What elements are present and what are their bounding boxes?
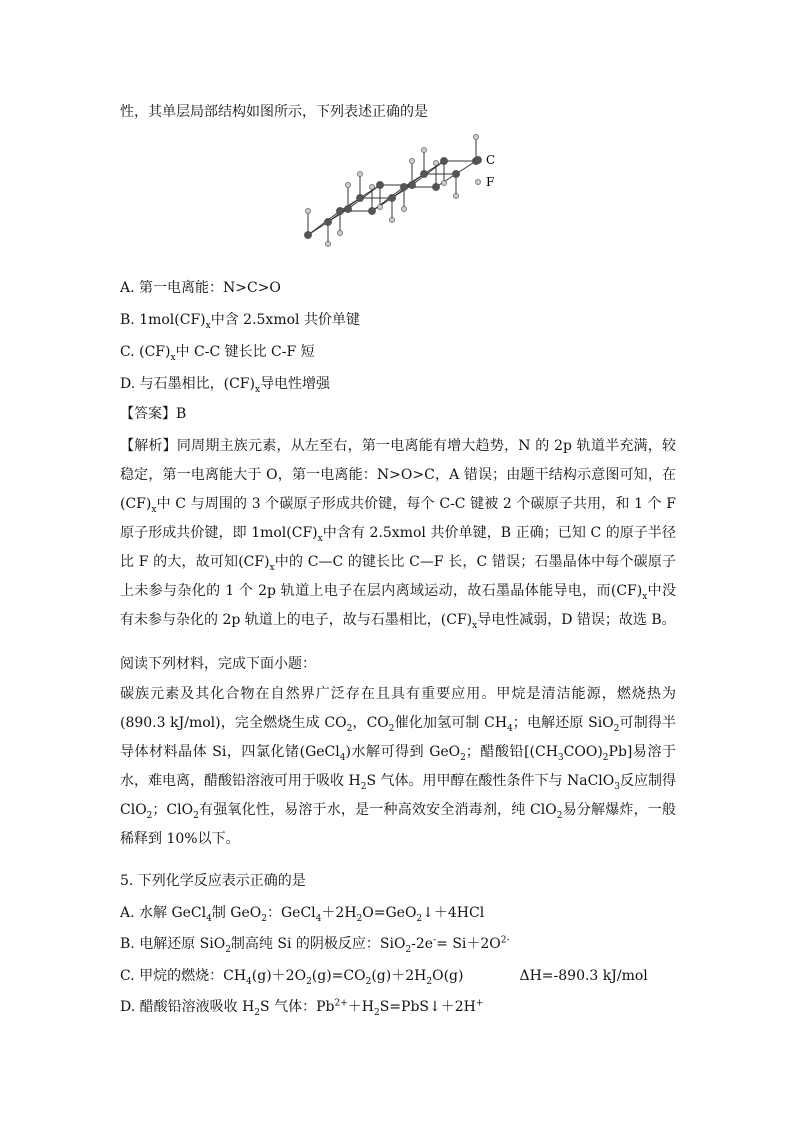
fluorine-atom	[345, 182, 350, 187]
fluorine-atom	[441, 180, 446, 185]
option-4d: D. 与石墨相比，$(CF)_x$导电性增强	[120, 376, 331, 395]
carbon-atom	[336, 207, 343, 214]
carbon-atom	[388, 194, 395, 201]
carbon-atom	[432, 183, 439, 190]
question-intro: 性，其单层局部结构如图所示，下列表述正确的是	[120, 104, 428, 120]
option-4a: A. 第一电离能：N>C>O	[120, 280, 281, 296]
fluorine-atom	[401, 206, 406, 211]
fluorine-atom	[377, 204, 382, 209]
question-5-stem: 5. 下列化学反应表示正确的是	[120, 873, 306, 889]
carbon-atom	[344, 205, 351, 212]
carbon-atom	[408, 181, 415, 188]
fluorine-atom	[473, 134, 478, 139]
carbon-atom	[368, 207, 375, 214]
carbon-atom	[304, 231, 311, 238]
fluorine-atom	[389, 217, 394, 222]
fluorine-atom	[305, 208, 310, 213]
read-prompt: 阅读下列材料，完成下面小题：	[120, 656, 316, 672]
answer-line: 【答案】B	[120, 406, 187, 422]
material-paragraph: 碳族元素及其化合物在自然界广泛存在且具有重要应用。甲烷是清洁能源，燃烧热为(890.3 kJ/mol)，完全燃烧生成 $CO_2$，$CO_2$催化加氢可制 $CH_4$；电解还原 SiO$_2$可制得半导体材料晶体 Si，四氯化锗(GeCl$_4$)水解可得到 GeO$_2$；醋酸铅$[(CH_3COO)_2Pb]$易溶于水，难电离，醋酸铅溶液可用于吸收 $H_2S$ 气体。用甲醇在酸性条件下与 NaClO$_3$反应制得 ClO$_2$；ClO$_2$有强氧化性，易溶于水，是一种高效安全消毒剂，纯 ClO$_2$易分解爆炸，一般稀释到 10%以下。	[120, 686, 677, 847]
cf-structure-figure	[296, 134, 506, 264]
carbon-atom	[440, 157, 447, 164]
fluorine-atom-legend-icon	[475, 179, 480, 184]
fluorine-atom	[409, 158, 414, 163]
carbon-atom	[420, 170, 427, 177]
option-4c: C. $(CF)_x$中 C-C 键长比 C-F 短	[120, 344, 315, 363]
carbon-atom	[376, 181, 383, 188]
fluorine-atom	[337, 230, 342, 235]
carbon-atom	[452, 170, 459, 177]
fluorine-atom	[325, 241, 330, 246]
carbon-atom	[324, 218, 331, 225]
atom-group	[304, 134, 481, 246]
carbon-atom	[356, 194, 363, 201]
fluorine-atom	[453, 193, 458, 198]
option-5b: B. 电解还原 SiO$_2$制高纯 Si 的阴极反应：$SiO_2-2e^-= Si+2O^{2-}$	[120, 935, 510, 955]
c-c-bond	[348, 185, 380, 209]
legend-label-c: C	[486, 153, 496, 167]
fluorine-atom	[369, 184, 374, 189]
c-c-bond	[412, 161, 444, 185]
fluorine-atom	[433, 160, 438, 165]
carbon-atom	[400, 183, 407, 190]
option-5d: D. 醋酸铅溶液吸收 $H_2S$ 气体：$Pb^{2+}+H_2S=PbS↓+2H^+$	[120, 998, 484, 1018]
fluorine-atom	[421, 147, 426, 152]
option-5a: A. 水解 GeCl$_4$制 GeO$_2$：$GeCl_4+2H_2O=GeO_2↓+4HCl$	[120, 905, 485, 924]
fluorine-atom	[357, 171, 362, 176]
analysis-paragraph: 【解析】同周期主族元素，从左至右，第一电离能有增大趋势，N 的 2p 轨道半充满，较稳定，第一电离能大于 O，第一电离能：N>O>C，A 错误；由题干结构示意图可知，在$(CF)_x$中 C 与周围的 3 个碳原子形成共价键，每个 C-C 键被 2 个碳原子共用，和 1 个 F 原子形成共价键，即 $1mol(CF)_x$中含有 2.5xmol 共价单键，B 正确；已知 C 的原子半径比 F 的大，故可知$(CF)_x$中的 C—C 的键长比 C—F 长，C 错误；石墨晶体中每个碳原子上未参与杂化的 1 个 2p 轨道上电子在层内离域运动，故石墨晶体能导电，而$(CF)_x$中没有未参与杂化的 2p 轨道上的电子，故与石墨相比，$(CF)_x$导电性减弱，D 错误；故选 B。	[120, 438, 677, 631]
option-5c: C. 甲烷的燃烧：$CH_4(g)+2O_2(g)=CO_2(g)+2H_2O(g)$ ΔH=-890.3 kJ/mol	[120, 968, 648, 987]
bond-group	[308, 137, 476, 244]
carbon-atom-legend-icon	[474, 156, 481, 163]
option-4b: B. $1mol(CF)_x$中含 2.5xmol 共价单键	[120, 312, 360, 331]
legend-label-f: F	[486, 175, 495, 189]
